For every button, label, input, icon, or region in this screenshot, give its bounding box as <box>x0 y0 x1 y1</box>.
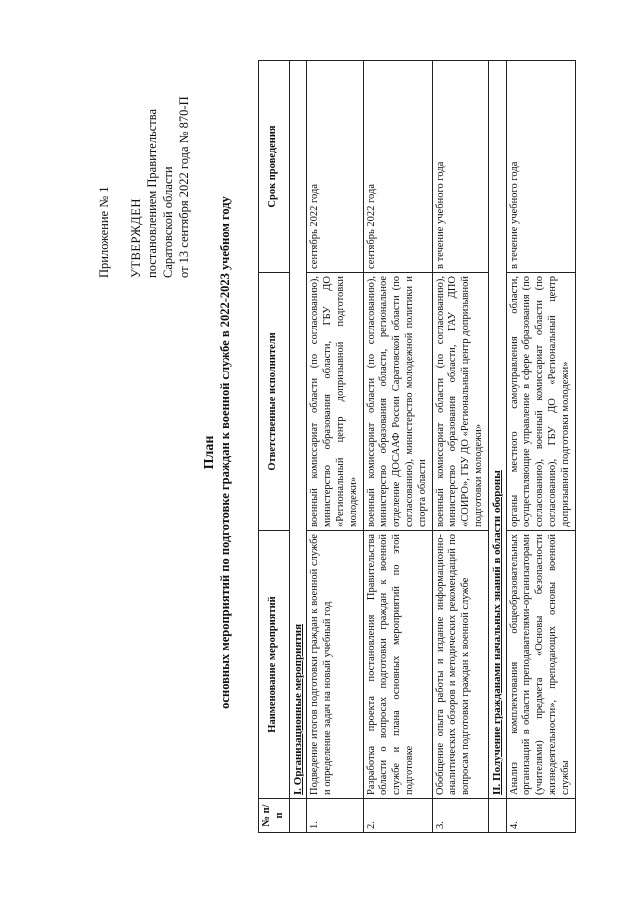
row-name: Разработка проекта постановления Правительства области о вопросах подготовки граждан к военной службе и плана основных мероприятий по этой подготовке <box>363 531 432 799</box>
row-executors: органы местного самоуправления области, осуществляющие управление в сфере образования (по согласованию), военный комиссариат области (по согласованию), ГБУ ДО «Региональный центр допризывной подготовки молодежи» <box>506 273 575 531</box>
table-row <box>363 61 432 833</box>
header-term: Срок проведения <box>259 61 290 273</box>
approved-region-line: Саратовской области <box>161 166 175 278</box>
section-row <box>488 61 506 833</box>
section-title-text: II. Получение гражданами начальных знаний в области обороны <box>490 470 503 795</box>
row-num: 2. <box>363 799 432 833</box>
row-executors: военный комиссариат области (по согласованию), министерство образования области, ГБУ ДО «Региональный центр допризывной подготовки молодежи» <box>307 273 363 531</box>
section-row <box>289 61 307 833</box>
document-subtitle: основных мероприятий по подготовке граждан к военной службе в 2022-2023 учебном году <box>218 196 232 709</box>
header-executors: Ответственные исполнители <box>259 273 290 531</box>
appendix-label: Приложение № 1 <box>97 186 111 278</box>
approval-block <box>96 48 192 278</box>
document-title: План <box>202 435 217 470</box>
plan-table <box>258 60 576 833</box>
section-title <box>488 61 506 799</box>
row-term: сентябрь 2022 года <box>307 61 363 273</box>
section-num-cell <box>488 799 506 833</box>
row-num: 3. <box>432 799 488 833</box>
table-row <box>307 61 363 833</box>
section-num-cell <box>289 799 307 833</box>
table-row <box>506 61 575 833</box>
row-executors: военный комиссариат области (по согласованию), министерство образования области, ГАУ ДПО «СОИРО», ГБУ ДО «Региональный центр допризывной подготовки молодежи» <box>432 273 488 531</box>
section-title <box>289 61 307 799</box>
row-term: сентябрь 2022 года <box>363 61 432 273</box>
row-name: Подведение итогов подготовки граждан к военной службе и определение задач на новый учебный год <box>307 531 363 799</box>
row-executors: военный комиссариат области (по согласованию), министерство образования области, региональное отделение ДОСААФ России Саратовской области (по согласованию), министерство молодежной политики и спорта области <box>363 273 432 531</box>
row-name: Анализ комплектования общеобразовательных организаций в области преподавателями-организаторами (учителями) предмета «Основы безопасности жизнедеятельности», преподающих основы военной службы <box>506 531 575 799</box>
row-num: 1. <box>307 799 363 833</box>
header-num: № п/п <box>259 799 290 833</box>
header-name: Наименование мероприятий <box>259 531 290 799</box>
table-header-row <box>259 61 290 833</box>
row-term: в течение учебного года <box>506 61 575 273</box>
approved-date-line: от 13 сентября 2022 года № 870-П <box>177 96 191 278</box>
row-num: 4. <box>506 799 575 833</box>
table-row <box>432 61 488 833</box>
approved-by-line: постановлением Правительства <box>145 108 159 278</box>
section-title-text: I. Организационные мероприятия <box>291 623 304 795</box>
row-name: Обобщение опыта работы и издание информационно-аналитических обзоров и методических рекомендаций по вопросам подготовки граждан к военной службе <box>432 531 488 799</box>
row-term: в течение учебного года <box>432 61 488 273</box>
approved-label: УТВЕРЖДЕН <box>129 198 143 278</box>
